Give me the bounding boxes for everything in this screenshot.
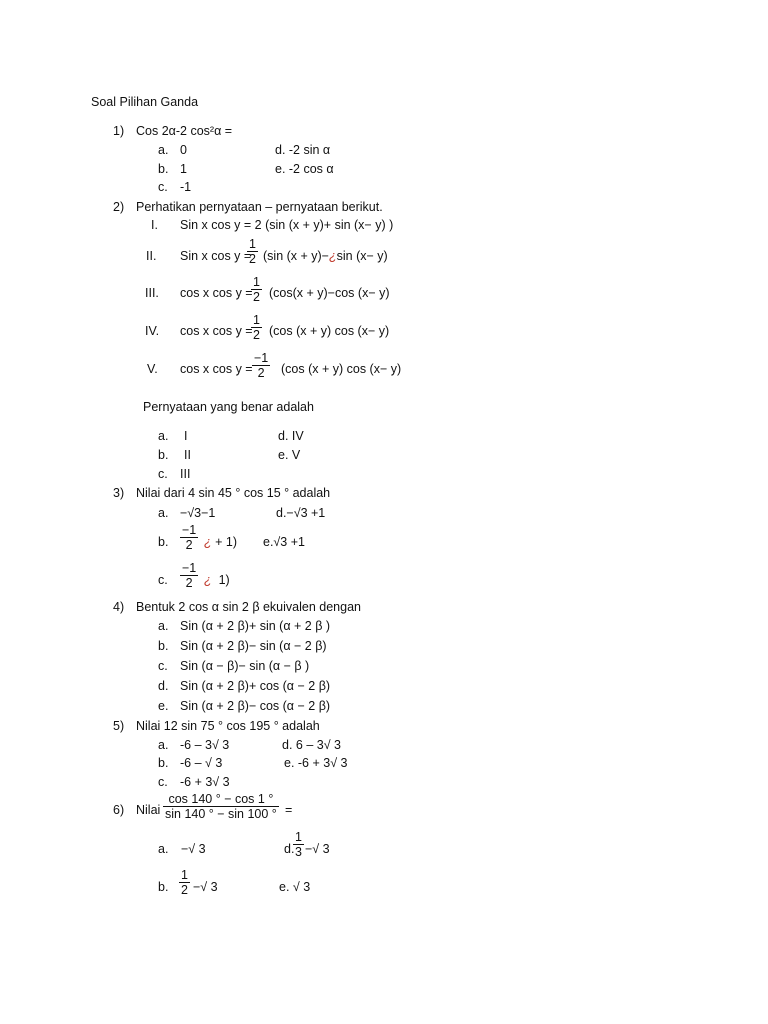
fraction-numerator: −1 [254, 351, 269, 365]
fraction-numerator: −1 [182, 523, 197, 537]
q2-statement-4-fraction [251, 314, 262, 341]
q4-option-e: Sin (α + 2 β)− cos (α − 2 β) [180, 699, 331, 713]
q6-option-b-rest: −√ 3 [193, 880, 218, 894]
q4-option-e-label: e. [158, 699, 169, 713]
q1-option-a-label: a. [158, 143, 169, 157]
fraction-numerator: cos 140 ° − cos 1 ° [168, 792, 274, 806]
q5-option-a-label: a. [158, 738, 169, 752]
q2-option-c-label: c. [158, 467, 168, 481]
q5-option-c: -6 + 3√ 3 [180, 775, 230, 789]
q3-option-c-fraction [180, 562, 198, 589]
statement-part: (sin (x + y)− [263, 249, 329, 263]
q6-equals: = [285, 803, 293, 817]
option-text: + 1) [215, 535, 238, 549]
q2-statement-3-lhs: cos x cos y = [180, 286, 253, 300]
q6-option-e: e. √ 3 [279, 880, 311, 894]
q1-option-d: d. -2 sin α [275, 143, 331, 157]
q2-option-b: II [184, 448, 191, 462]
q3-option-d: d.−√3 +1 [276, 506, 326, 520]
fraction-numerator: 1 [253, 313, 260, 327]
fraction-denominator: 2 [249, 251, 256, 266]
fraction-numerator: 1 [295, 830, 302, 844]
q5-option-c-label: c. [158, 775, 168, 789]
q6-fraction [163, 793, 279, 820]
q3-option-a: −√3−1 [180, 506, 216, 520]
q1-option-c-label: c. [158, 180, 168, 194]
q6-option-b-fraction [179, 869, 190, 896]
q6-option-d-rest: −√ 3 [305, 842, 330, 856]
q2-roman-2: II. [146, 249, 157, 263]
q3-stem: Nilai dari 4 sin 45 ° cos 15 ° adalah [136, 486, 331, 500]
q1-option-c: -1 [180, 180, 192, 194]
q2-option-c: III [180, 467, 191, 481]
q4-option-c: Sin (α − β)− sin (α − β ) [180, 659, 310, 673]
q3-number: 3) [113, 486, 125, 500]
q4-option-d-label: d. [158, 679, 169, 693]
q2-roman-1: I. [151, 218, 158, 232]
q3-option-c-rest [204, 574, 230, 587]
q2-option-b-label: b. [158, 448, 169, 462]
q6-number: 6) [113, 803, 125, 817]
q6-option-a: −√ 3 [181, 842, 206, 856]
q3-option-b-rest [204, 536, 237, 549]
q2-roman-4: IV. [145, 324, 160, 338]
q3-option-b-fraction [180, 524, 198, 551]
q3-option-a-label: a. [158, 506, 169, 520]
q2-statement-3-rhs: (cos(x + y)−cos (x− y) [269, 286, 390, 300]
q6-stem: Nilai [136, 803, 161, 817]
statement-part: sin (x− y) [336, 249, 388, 263]
q2-statement-5-lhs: cos x cos y = [180, 362, 253, 376]
q2-statement-3-fraction [251, 276, 262, 303]
fraction-numerator: −1 [182, 561, 197, 575]
q2-statement-2-rhs [263, 250, 388, 263]
q3-option-b-label: b. [158, 535, 169, 549]
q2-roman-3: III. [145, 286, 159, 300]
q3-option-e: e.√3 +1 [263, 535, 305, 549]
fraction-denominator: 2 [181, 882, 188, 897]
q6-option-d-label: d. [284, 842, 295, 856]
q2-statement-5-fraction [252, 352, 270, 379]
q4-number: 4) [113, 600, 125, 614]
q4-option-c-label: c. [158, 659, 168, 673]
q1-number: 1) [113, 124, 125, 138]
q2-prompt: Pernyataan yang benar adalah [143, 400, 314, 414]
q2-number: 2) [113, 200, 125, 214]
q2-option-d: d. IV [278, 429, 304, 443]
q2-stem: Perhatikan pernyataan – pernyataan berikut. [136, 200, 383, 214]
fraction-denominator: 2 [180, 537, 198, 552]
q1-option-b: 1 [180, 162, 187, 176]
q4-option-a: Sin (α + 2 β)+ sin (α + 2 β ) [180, 619, 331, 633]
q6-option-a-label: a. [158, 842, 169, 856]
q2-statement-5-rhs: (cos (x + y) cos (x− y) [281, 362, 402, 376]
q5-option-b: -6 – √ 3 [180, 756, 223, 770]
q4-option-b: Sin (α + 2 β)− sin (α − 2 β) [180, 639, 327, 653]
q2-statement-2-lhs: Sin x cos y = [180, 249, 252, 263]
q4-option-b-label: b. [158, 639, 169, 653]
fraction-denominator: 3 [295, 844, 302, 859]
q6-option-b-label: b. [158, 880, 169, 894]
fraction-numerator: 1 [253, 275, 260, 289]
q2-statement-4-rhs: (cos (x + y) cos (x− y) [269, 324, 390, 338]
q5-option-a: -6 – 3√ 3 [180, 738, 230, 752]
q3-option-c-label: c. [158, 573, 168, 587]
q5-option-b-label: b. [158, 756, 169, 770]
q2-statement-4-lhs: cos x cos y = [180, 324, 253, 338]
q4-option-a-label: a. [158, 619, 169, 633]
page-title: Soal Pilihan Ganda [91, 95, 199, 109]
q2-option-a: I [184, 429, 188, 443]
fraction-denominator: sin 140 ° − sin 100 ° [165, 806, 277, 821]
fraction-denominator: 2 [253, 289, 260, 304]
q1-option-a: 0 [180, 143, 187, 157]
option-text: 1) [218, 573, 230, 587]
q2-statement-1: Sin x cos y = 2 (sin (x + y)+ sin (x− y) ) [180, 218, 394, 232]
q5-option-e: e. -6 + 3√ 3 [284, 756, 348, 770]
q2-option-e: e. V [278, 448, 301, 462]
render-error-glyph: ¿ [204, 535, 212, 549]
q5-number: 5) [113, 719, 125, 733]
fraction-denominator: 2 [253, 327, 260, 342]
q2-statement-2-fraction [247, 238, 258, 265]
fraction-denominator: 2 [180, 575, 198, 590]
q1-option-b-label: b. [158, 162, 169, 176]
q5-option-d: d. 6 – 3√ 3 [282, 738, 341, 752]
q4-option-d: Sin (α + 2 β)+ cos (α − 2 β) [180, 679, 331, 693]
q5-stem: Nilai 12 sin 75 ° cos 195 ° adalah [136, 719, 320, 733]
render-error-glyph: ¿ [204, 573, 212, 587]
fraction-denominator: 2 [252, 365, 270, 380]
fraction-numerator: 1 [181, 868, 188, 882]
q4-stem: Bentuk 2 cos α sin 2 β ekuivalen dengan [136, 600, 361, 614]
q6-option-d-fraction [293, 831, 304, 858]
q2-roman-5: V. [147, 362, 158, 376]
q1-option-e: e. -2 cos α [275, 162, 334, 176]
q1-stem: Cos 2α-2 cos²α = [136, 124, 233, 138]
render-error-glyph: ¿ [329, 249, 337, 263]
fraction-numerator: 1 [249, 237, 256, 251]
q2-option-a-label: a. [158, 429, 169, 443]
